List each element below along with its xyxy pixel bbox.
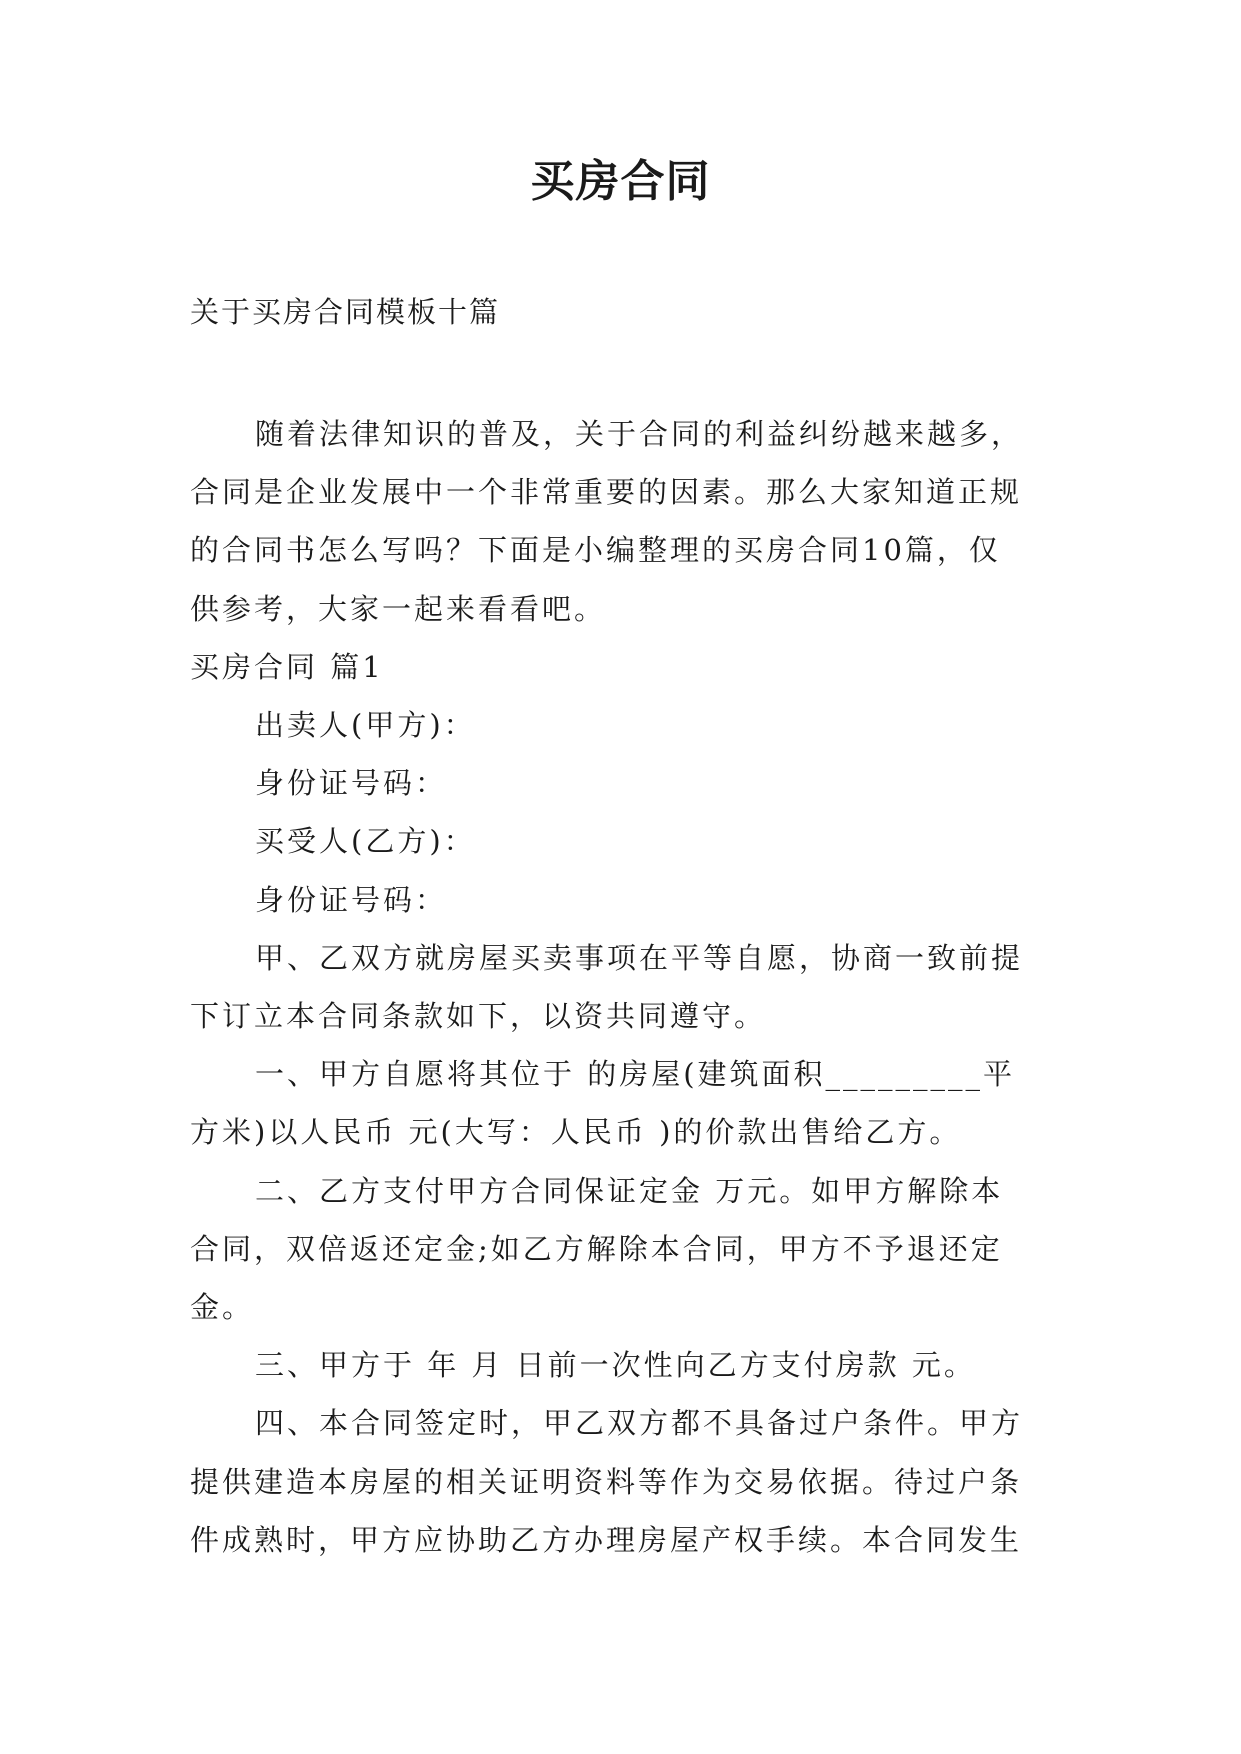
intro-line: 的合同书怎么写吗？下面是小编整理的买房合同10篇，仅 — [190, 533, 1001, 568]
seller-id-label: 身份证号码： — [255, 766, 448, 801]
document-subtitle: 关于买房合同模板十篇 — [190, 295, 501, 329]
seller-label: 出卖人(甲方)： — [255, 708, 476, 743]
document-body — [190, 405, 1058, 1569]
document-title: 买房合同 — [530, 156, 711, 207]
section-heading: 买房合同 篇1 — [190, 649, 384, 684]
clause-4-line: 件成熟时，甲方应协助乙方办理房屋产权手续。本合同发生 — [190, 1522, 1023, 1557]
intro-line: 供参考，大家一起来看看吧。 — [190, 591, 607, 626]
clause-1-line: 方米)以人民币 元(大写：人民币 )的价款出售给乙方。 — [190, 1115, 962, 1150]
buyer-label: 买受人(乙方)： — [255, 824, 476, 859]
preamble-line: 甲、乙双方就房屋买卖事项在平等自愿，协商一致前提 — [255, 940, 1024, 975]
intro-line: 合同是企业发展中一个非常重要的因素。那么大家知道正规 — [190, 475, 1023, 510]
clause-4-line: 提供建造本房屋的相关证明资料等作为交易依据。待过户条 — [190, 1464, 1023, 1499]
clause-2-line: 合同，双倍返还定金;如乙方解除本合同，甲方不予退还定 — [190, 1231, 1003, 1266]
clause-2-line: 金。 — [190, 1290, 255, 1325]
buyer-id-label: 身份证号码： — [255, 882, 448, 917]
clause-3-line: 三、甲方于 年 月 日前一次性向乙方支付房款 元。 — [255, 1348, 976, 1383]
clause-4-line: 四、本合同签定时，甲乙双方都不具备过户条件。甲方 — [255, 1406, 1024, 1441]
preamble-line: 下订立本合同条款如下，以资共同遵守。 — [190, 999, 767, 1034]
clause-2-line: 二、乙方支付甲方合同保证定金 万元。如甲方解除本 — [255, 1173, 1004, 1208]
intro-line: 随着法律知识的普及，关于合同的利益纠纷越来越多， — [255, 417, 1024, 451]
clause-1-line: 一、甲方自愿将其位于 的房屋(建筑面积_________平 — [255, 1057, 1016, 1092]
